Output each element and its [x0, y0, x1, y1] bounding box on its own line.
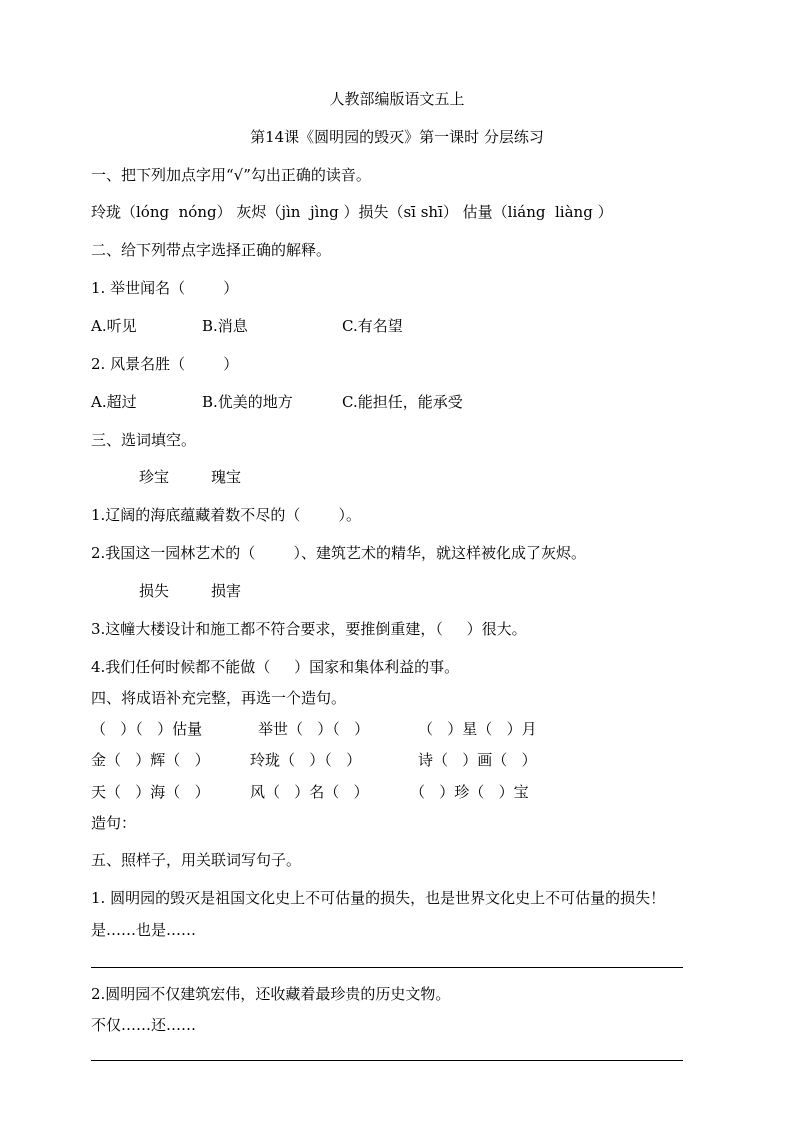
idiom-2-1: 金（ ）辉（ ）: [91, 751, 210, 769]
page-subtitle: 第14课《圆明园的毁灭》第一课时 分层练习: [250, 128, 544, 146]
word-choice-1a: 珍宝: [139, 468, 170, 486]
example-sentence-1: 1. 圆明园的毁灭是祖国文化史上不可估量的损失，也是世界文化史上不可估量的损失！: [91, 889, 666, 907]
q2-option-b: B.优美的地方: [202, 393, 293, 411]
q1-option-a: A.听见: [91, 317, 137, 335]
section1-pinyin-line: 玲珑（lóng nóng） 灰烬（jìn jìng ）损失（sī shī） 估量（liáng liàng ）: [91, 203, 613, 221]
idiom-1-3: （ ）星（ ）月: [418, 720, 537, 738]
idiom-2-2: 玲珑（ ）（ ）: [250, 751, 362, 769]
idiom-3-1: 天（ ）海（ ）: [91, 783, 210, 801]
section1-heading: 一、把下列加点字用“√”勾出正确的读音。: [91, 166, 371, 184]
idiom-1-2: 举世（ ）（ ）: [258, 720, 370, 738]
q1-option-c: C.有名望: [342, 317, 403, 335]
section3-sentence-3: 3.这幢大楼设计和施工都不符合要求，要推倒重建，（ ）很大。: [91, 620, 527, 638]
answer-line-1: [91, 967, 683, 968]
idiom-1-1: （ ）（ ）估量: [91, 720, 203, 738]
section4-heading: 四、将成语补充完整，再选一个造句。: [91, 689, 347, 707]
section3-sentence-2: 2.我国这一园林艺术的（ ）、建筑艺术的精华，就这样被化成了灰烬。: [91, 544, 586, 562]
idiom-3-3: （ ）珍（ ）宝: [410, 783, 529, 801]
section3-sentence-1: 1.辽阔的海底蕴藏着数不尽的（ ）。: [91, 506, 361, 524]
section2-heading: 二、给下列带点字选择正确的解释。: [91, 241, 332, 259]
pattern-2: 不仅……还……: [91, 1016, 197, 1034]
word-choice-1b: 瑰宝: [211, 468, 242, 486]
section2-question-1: 1. 举世闻名（ ）: [91, 279, 239, 297]
section3-sentence-4: 4.我们任何时候都不能做（ ）国家和集体利益的事。: [91, 658, 460, 676]
answer-line-2: [91, 1060, 683, 1061]
q2-option-c: C.能担任，能承受: [342, 393, 463, 411]
q1-option-b: B.消息: [202, 317, 248, 335]
idiom-2-3: 诗（ ）画（ ）: [418, 751, 537, 769]
section5-heading: 五、照样子，用关联词写句子。: [91, 851, 302, 869]
q2-option-a: A.超过: [91, 393, 137, 411]
section2-question-2: 2. 风景名胜（ ）: [91, 355, 239, 373]
pattern-1: 是……也是……: [91, 921, 197, 939]
word-choice-2b: 损害: [211, 582, 242, 600]
page-title: 人教部编版语文五上: [329, 90, 465, 108]
sentence-label: 造句：: [91, 814, 137, 832]
idiom-3-2: 风（ ）名（ ）: [250, 783, 369, 801]
word-choice-2a: 损失: [139, 582, 170, 600]
section3-heading: 三、选词填空。: [91, 431, 197, 449]
example-sentence-2: 2.圆明园不仅建筑宏伟，还收藏着最珍贵的历史文物。: [91, 985, 451, 1003]
